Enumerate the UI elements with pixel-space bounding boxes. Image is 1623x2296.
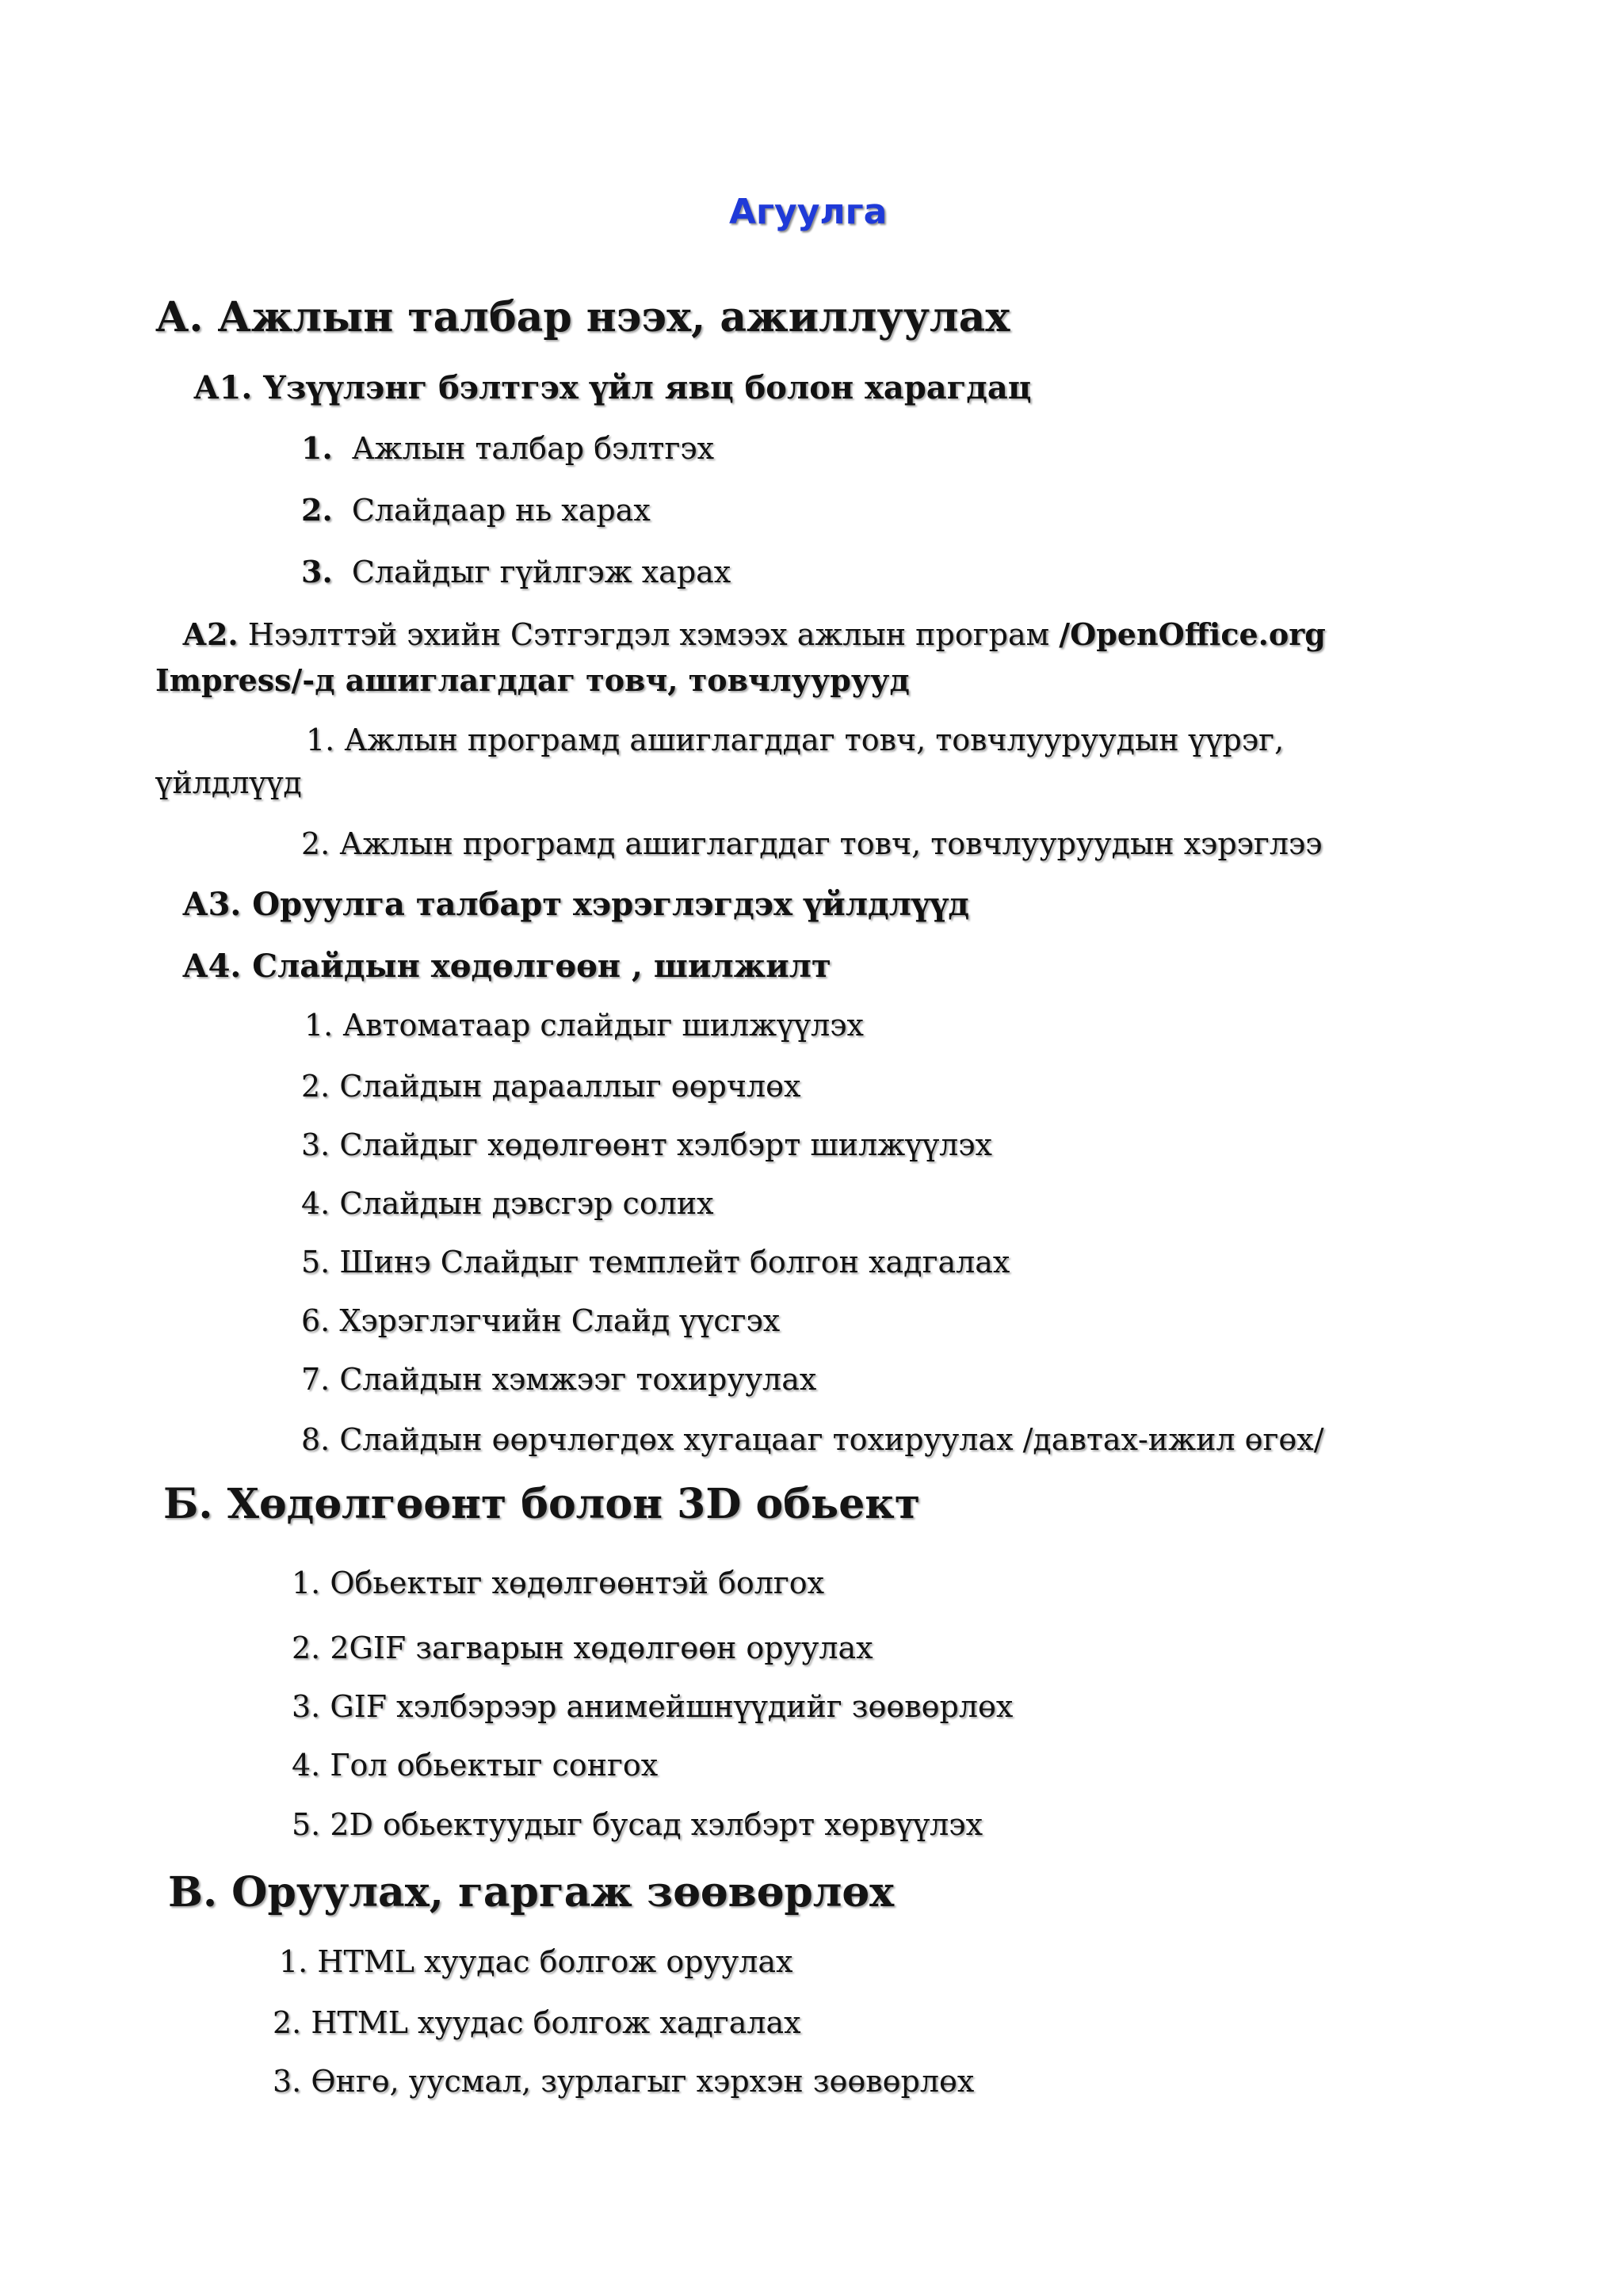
list-item: 1. Автоматаар слайдыг шилжүүлэх (304, 1008, 864, 1043)
list-item: 1. HTML хуудас болгож оруулах (279, 1944, 793, 1979)
subsection-a2-heading-line1 (182, 616, 1326, 652)
list-item: 2. 2GIF загварын хөдөлгөөн оруулах (292, 1630, 873, 1665)
list-item: 8. Слайдын өөрчлөгдөх хугацааг тохируулах /давтах-ижил өгөх/ (301, 1422, 1324, 1457)
list-item: 7. Слайдын хэмжээг тохируулах (301, 1362, 817, 1397)
list-item: 5. Шинэ Слайдыг темплейт болгон хадгалах (301, 1245, 1010, 1280)
list-item-text: Слайдыг гүйлгэж харах (351, 555, 731, 589)
subsection-a3-heading: А3. Оруулга талбарт хэрэглэгдэх үйлдлүүд (182, 886, 970, 923)
list-item-number: 1. (301, 430, 333, 466)
list-item: 2. Слайдын дарааллыг өөрчлөх (301, 1069, 801, 1104)
subsection-a2-heading-line2: Impress/-д ашиглагддаг товч, товчлуурууд (155, 662, 910, 698)
list-item (301, 554, 731, 589)
list-item: 6. Хэрэглэгчийн Слайд үүсгэх (301, 1303, 781, 1338)
section-a-heading: А. Ажлын талбар нээх, ажиллуулах (155, 293, 1010, 341)
subsection-a4-heading: А4. Слайдын хөдөлгөөн , шилжилт (182, 948, 831, 985)
subsection-a2-text: Нээлттэй эхийн Сэтгэгдэл хэмээх ажлын програм (238, 617, 1060, 652)
list-item: 4. Слайдын дэвсгэр солих (301, 1186, 714, 1221)
page-title: Агуулга (729, 192, 888, 232)
list-item: 5. 2D обьектуудыг бусад хэлбэрт хөрвүүлэх (292, 1807, 983, 1842)
list-item-text: Слайдаар нь харах (351, 493, 651, 528)
subsection-a2-program-name: /OpenOffice.org (1059, 616, 1326, 652)
subsection-a1-heading: А1. Үзүүлэнг бэлтгэх үйл явц болон харагдац (193, 369, 1032, 406)
section-b-heading: Б. Хөдөлгөөнт болон 3D обьект (163, 1480, 921, 1528)
list-item: 3. GIF хэлбэрээр анимейшнүүдийг зөөвөрлөх (292, 1689, 1014, 1724)
subsection-a2-label: А2. (182, 616, 239, 652)
list-item-continuation: үйлдлүүд (155, 765, 302, 800)
list-item: 3. Өнгө, уусмал, зурлагыг хэрхэн зөөвөрлөх (273, 2064, 975, 2099)
list-item: 2. HTML хуудас болгож хадгалах (273, 2005, 801, 2040)
list-item-number: 2. (301, 492, 333, 528)
list-item-number: 3. (301, 554, 333, 589)
list-item: 1. Обьектыг хөдөлгөөнтэй болгох (292, 1566, 825, 1600)
list-item (301, 492, 651, 528)
list-item: 3. Слайдыг хөдөлгөөнт хэлбэрт шилжүүлэх (301, 1127, 992, 1162)
list-item-text: Ажлын талбар бэлтгэх (351, 431, 715, 466)
list-item: 1. Ажлын програмд ашиглагддаг товч, товчлууруудын үүрэг, (306, 723, 1285, 757)
list-item (301, 430, 714, 466)
section-c-heading: В. Оруулах, гаргаж зөөвөрлөх (168, 1868, 895, 1917)
list-item: 2. Ажлын програмд ашиглагддаг товч, товчлууруудын хэрэглээ (301, 826, 1323, 861)
list-item: 4. Гол обьектыг сонгох (292, 1748, 659, 1783)
